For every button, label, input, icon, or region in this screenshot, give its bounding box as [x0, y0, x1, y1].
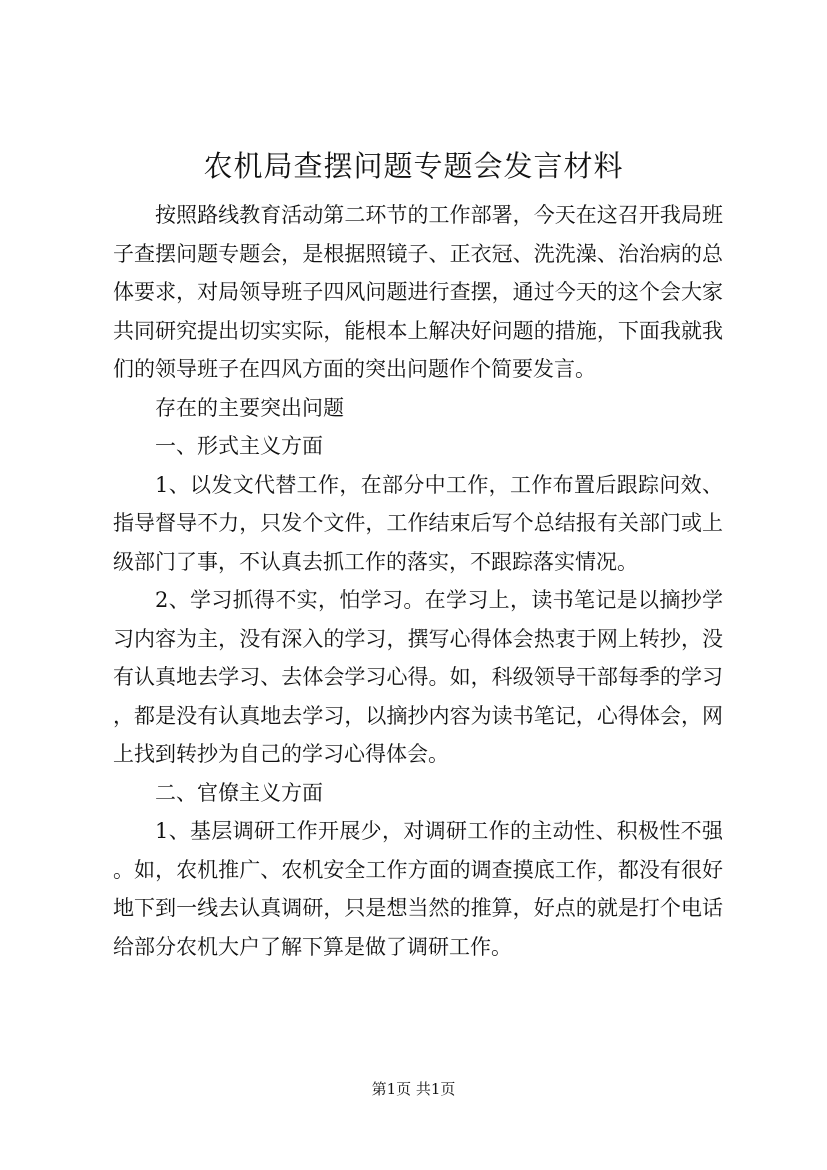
document-body [113, 196, 723, 966]
page-footer: 第1页 共1页 [371, 1080, 456, 1098]
paragraph-formalism-2: 2、学习抓得不实，怕学习。在学习上，读书笔记是以摘抄学习内容为主，没有深入的学习，撰写心得体会热衷于网上转抄，没有认真地去学习、去体会学习心得。如，科级领导干部每季的学习，都是没有认真地去学习，以摘抄内容为读书笔记，心得体会，网上找到转抄为自己的学习心得体会。 [113, 588, 723, 766]
document-title: 农机局查摆问题专题会发言材料 [203, 149, 624, 183]
paragraph-formalism-1: 1、以发文代替工作，在部分中工作，工作布置后跟踪问效、指导督导不力，只发个文件，工作结束后写个总结报有关部门或上级部门了事，不认真去抓工作的落实，不跟踪落实情况。 [113, 472, 723, 574]
heading-main-problems: 存在的主要突出问题 [155, 395, 344, 420]
paragraph-intro: 按照路线教育活动第二环节的工作部署，今天在这召开我局班子查摆问题专题会，是根据照镜子、正衣冠、洗洗澡、治治病的总体要求，对局领导班子四风问题进行查摆，通过今天的这个会大家共同研究提出切实实际，能根本上解决好问题的措施，下面我就我们的领导班子在四风方面的突出问题作个简要发言。 [113, 203, 723, 381]
heading-formalism: 一、形式主义方面 [155, 434, 323, 458]
heading-bureaucratism: 二、官僚主义方面 [155, 780, 323, 805]
paragraph-bureaucratism-1: 1、基层调研工作开展少，对调研工作的主动性、积极性不强。如，农机推广、农机安全工作方面的调查摸底工作，都没有很好地下到一线去认真调研，只是想当然的推算，好点的就是打个电话给部分农机大户了解下算是做了调研工作。 [113, 819, 723, 959]
